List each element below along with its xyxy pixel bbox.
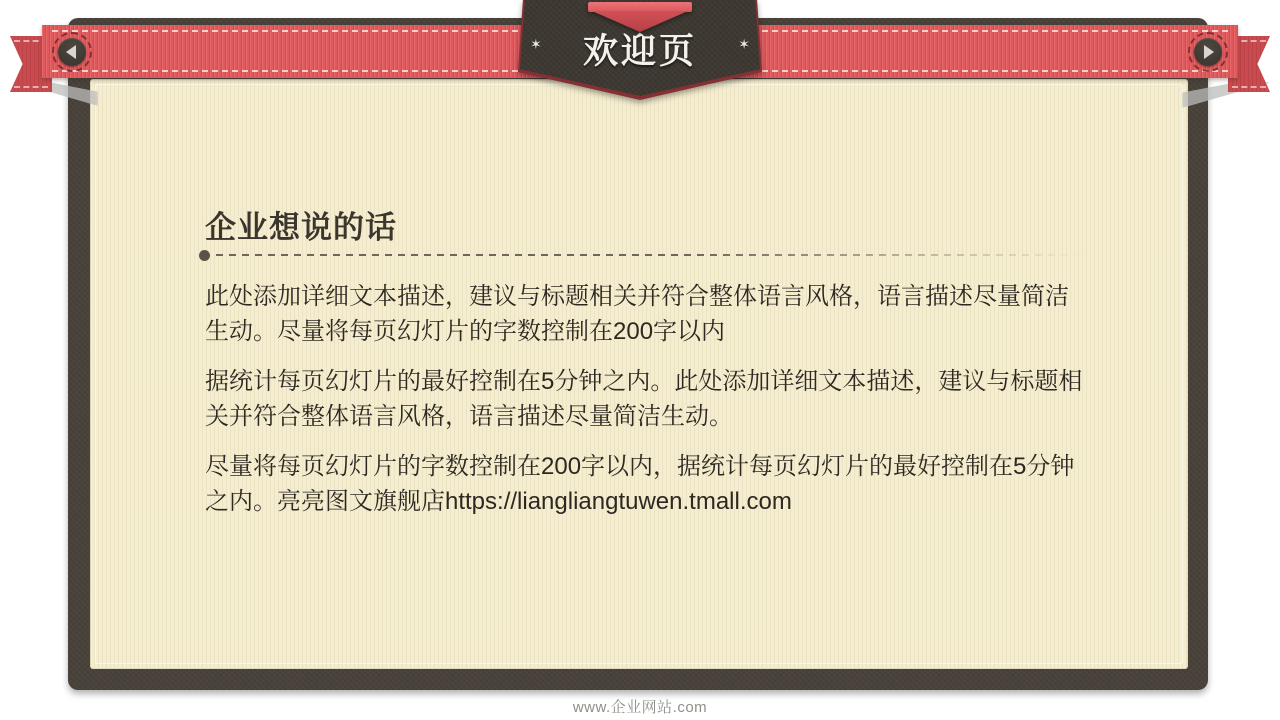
next-button-face bbox=[1194, 38, 1222, 66]
prev-button-face bbox=[58, 38, 86, 66]
pennant-bar bbox=[588, 2, 692, 12]
body-paragraph: 据统计每页幻灯片的最好控制在5分钟之内。此处添加详细文本描述，建议与标题相关并符合整体语言风格，语言描述尽量简洁生动。 bbox=[205, 368, 1083, 430]
divider-dot bbox=[199, 250, 210, 261]
slide-title: 欢迎页 bbox=[582, 32, 697, 71]
star-icon: ✶ bbox=[738, 36, 750, 52]
next-arrow-icon bbox=[1204, 45, 1214, 59]
star-icon: ✶ bbox=[530, 36, 542, 52]
body-paragraph: 尽量将每页幻灯片的字数控制在200字以内，据统计每页幻灯片的最好控制在5分钟之内。亮亮图文旗舰店https://liangliangtuwen.tmall.com bbox=[205, 453, 1075, 515]
footer-url: www.企业网站.com bbox=[572, 699, 708, 716]
prev-arrow-icon bbox=[66, 45, 76, 59]
body-text-block bbox=[205, 279, 1087, 534]
body-paragraph: 此处添加详细文本描述，建议与标题相关并符合整体语言风格，语言描述尽量简洁生动。尽量将每页幻灯片的字数控制在200字以内 bbox=[205, 283, 1069, 345]
dashed-divider bbox=[216, 254, 1082, 256]
pennant-point bbox=[592, 11, 688, 32]
section-heading: 企业想说的话 bbox=[205, 210, 397, 245]
next-slide-button[interactable] bbox=[1188, 32, 1228, 72]
prev-slide-button[interactable] bbox=[52, 32, 92, 72]
pennant-ribbon-icon bbox=[588, 0, 692, 34]
